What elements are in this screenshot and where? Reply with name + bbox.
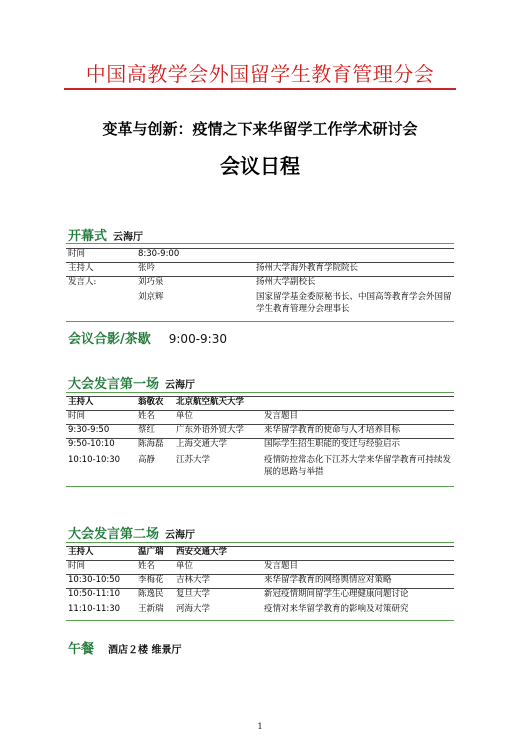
row-info: 国家留学基金委原秘书长、中国高等教育学会外国留学生教育管理分会理事长 [256, 292, 452, 314]
row-unit: 复旦大学 [176, 589, 211, 599]
row-name: 蔡红 [138, 425, 156, 435]
row-name: 李梅花 [138, 575, 164, 585]
host-name: 翁敬农 [138, 397, 164, 407]
session1-heading [68, 373, 195, 392]
row-time: 10:30-10:50 [68, 575, 121, 585]
row-topic: 来华留学教育的网络舆情应对策略 [264, 575, 392, 585]
host-label: 主持人 [68, 547, 94, 557]
table-row [66, 291, 454, 317]
table-row [66, 276, 454, 287]
row-name: 刘京辉 [138, 292, 164, 302]
row-name: 张吟 [138, 263, 156, 273]
row-label: 主持人 [68, 263, 94, 273]
organization-title: 中国高教学会外国留学生教育管理分会 [85, 62, 435, 86]
col-topic-header: 发言题目 [264, 561, 299, 571]
row-label: 时间 [68, 249, 86, 259]
session1-divider [66, 392, 454, 393]
session1-host-row [66, 396, 454, 407]
session1-title: 大会发言第一场 [68, 377, 160, 392]
row-topic: 新冠疫情期间留学生心理健康问题讨论 [264, 589, 409, 599]
session2-divider [66, 542, 454, 543]
host-name: 温广瑞 [138, 547, 164, 557]
header-divider [64, 88, 456, 90]
row-time: 8:30-9:00 [138, 249, 180, 259]
session1-venue: 云海厅 [165, 380, 196, 391]
table-row [66, 454, 454, 480]
lunch-heading [68, 638, 182, 657]
row-topic: 来华留学教育的使命与人才培养目标 [264, 425, 401, 435]
host-unit: 西安交通大学 [176, 547, 228, 557]
row-name: 王新瑞 [138, 604, 164, 614]
conference-title: 变革与创新：疫情之下来华留学工作学术研讨会 [102, 120, 418, 138]
row-time: 9:30-9:50 [68, 425, 110, 435]
row-topic: 国际学生招生职能的变迁与经验启示 [264, 439, 401, 449]
row-label: 发言人: [68, 277, 97, 287]
col-unit-header: 单位 [176, 411, 194, 421]
table-row [66, 588, 454, 599]
table-row [66, 438, 454, 449]
col-time-header: 时间 [68, 411, 86, 421]
row-unit: 上海交通大学 [176, 439, 228, 449]
host-unit: 北京航空航天大学 [176, 397, 245, 407]
col-name-header: 姓名 [138, 411, 156, 421]
session2-venue: 云海厅 [165, 530, 196, 541]
row-name: 刘巧泉 [138, 277, 164, 287]
row-time: 10:50-11:10 [68, 589, 121, 599]
table-row [66, 574, 454, 585]
opening-end-divider [66, 321, 454, 322]
row-info: 扬州大学海外教育学院院长 [256, 263, 359, 273]
table-row [66, 424, 454, 435]
row-time: 9:50-10:10 [68, 439, 115, 449]
col-time-header: 时间 [68, 561, 86, 571]
session1-header-row [66, 410, 454, 421]
photo-title: 会议合影/茶歇 [68, 332, 151, 347]
photo-heading [68, 328, 227, 347]
session2-header-row [66, 560, 454, 571]
row-info: 扬州大学副校长 [256, 277, 316, 287]
row-time: 11:10-11:30 [68, 604, 121, 614]
lunch-title: 午餐 [68, 642, 95, 657]
session2-host-row [66, 546, 454, 557]
document-title: 会议日程 [220, 154, 300, 178]
session2-heading [68, 523, 195, 542]
col-unit-header: 单位 [176, 561, 194, 571]
row-topic: 疫情对来华留学教育的影响及对策研究 [264, 604, 409, 614]
photo-time: 9:00-9:30 [168, 332, 227, 346]
row-topic: 疫情防控常态化下江苏大学来华留学教育可持续发展的思路与举措 [264, 455, 452, 477]
row-unit: 河海大学 [176, 604, 211, 614]
session2-end-divider [66, 620, 454, 621]
page-number: 1 [257, 722, 263, 731]
col-topic-header: 发言题目 [264, 411, 299, 421]
table-row [66, 248, 454, 259]
opening-heading [68, 225, 143, 244]
opening-title: 开幕式 [68, 229, 108, 244]
row-name: 陈逸民 [138, 589, 164, 599]
session1-end-divider [66, 486, 454, 487]
row-unit: 广东外语外贸大学 [176, 425, 245, 435]
lunch-venue: 酒店２楼 维景厅 [108, 645, 182, 656]
row-time: 10:10-10:30 [68, 455, 121, 465]
host-label: 主持人 [68, 397, 94, 407]
opening-divider [66, 243, 454, 244]
row-unit: 江苏大学 [176, 455, 211, 465]
session2-title: 大会发言第二场 [68, 527, 160, 542]
row-unit: 吉林大学 [176, 575, 211, 585]
row-name: 高静 [138, 455, 156, 465]
table-row [66, 262, 454, 273]
row-name: 陈海磊 [138, 439, 164, 449]
col-name-header: 姓名 [138, 561, 156, 571]
opening-venue: 云海厅 [113, 232, 144, 243]
